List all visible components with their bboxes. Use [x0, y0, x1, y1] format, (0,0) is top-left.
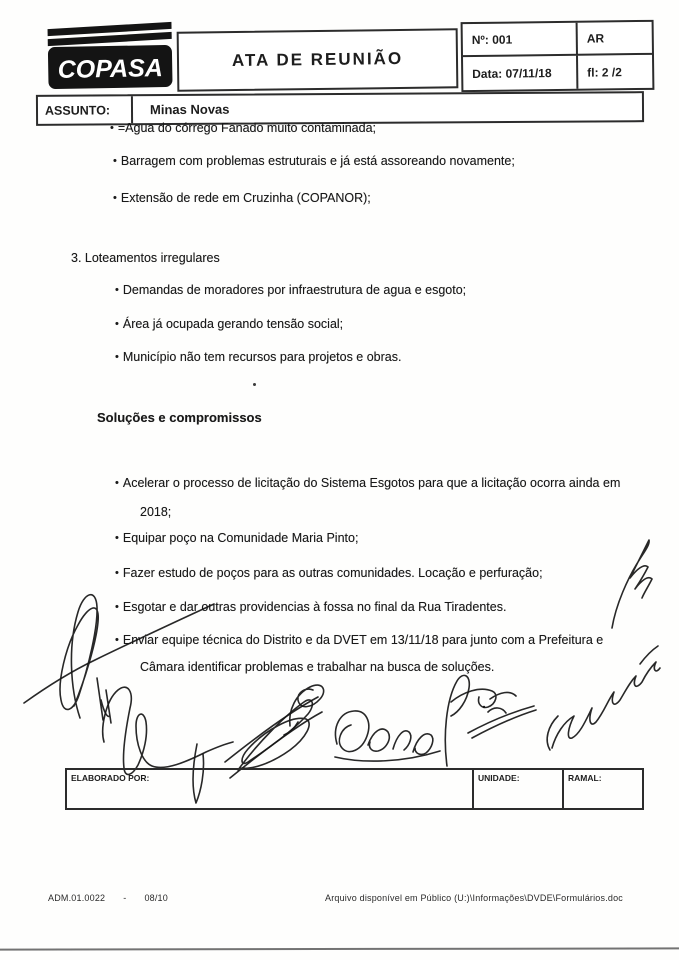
signature-scribble-1: [24, 604, 214, 703]
ramal-cell: RAMAL:: [568, 773, 602, 783]
list-item-text: Extensão de rede em Cruzinha (COPANOR);: [120, 191, 371, 205]
signature-scribble-5: [393, 731, 411, 750]
list-item: [115, 566, 543, 580]
signature-scribble-3: [225, 697, 318, 762]
list-item: [115, 600, 506, 614]
list-item-text: Acelerar o processo de licitação do Sistema Esgotos para que a licitação ocorra ainda em: [122, 476, 621, 490]
signature-scribble-7: [468, 706, 536, 738]
elaborado-por-cell: ELABORADO POR:: [67, 770, 474, 808]
signature-scribble-8: [640, 646, 658, 664]
bullet-icon: •: [113, 192, 117, 204]
document-title-box: [177, 28, 459, 91]
signature-scribble-5: [368, 729, 389, 751]
date-cell: Data: 07/11/18: [463, 56, 578, 90]
list-item-text: Esgotar e dar outras providencias à fossa no final da Rua Tiradentes.: [122, 600, 507, 614]
bullet-icon: •: [115, 634, 119, 646]
signature-scribble-4: [284, 685, 324, 735]
page-title: ATA DE REUNIÃO: [231, 48, 404, 71]
signature-scribble-8: [552, 662, 660, 748]
bullet-icon: •: [115, 477, 119, 489]
list-item-continuation: Câmara identificar problemas e trabalhar na busca de soluções.: [140, 660, 495, 674]
list-item: [115, 633, 603, 647]
signature-scribble-9: [612, 540, 652, 628]
form-code-note: [48, 893, 168, 903]
ar-cell: AR: [578, 22, 652, 56]
signature-scribble-5: [413, 734, 433, 754]
list-item-text: Enviar equipe técnica do Distrito e da DVET em 13/11/18 para junto com a Prefeitura e: [122, 633, 604, 647]
section-heading: 3. Loteamentos irregulares: [71, 251, 220, 265]
list-item-text: Fazer estudo de poços para as outras comunidades. Locação e perfuração;: [122, 566, 543, 580]
signature-scribble-5: [336, 711, 369, 752]
list-item-text: Município não tem recursos para projetos e obras.: [122, 350, 402, 364]
list-item: [110, 121, 376, 135]
subject-label: ASSUNTO:: [38, 96, 133, 124]
file-path-note: Arquivo disponível em Público (U:)\Informações\DVDE\Formulários.doc: [325, 893, 624, 903]
bullet-icon: •: [115, 567, 119, 579]
bullet-icon: •: [113, 155, 117, 167]
signature-scribble-3: [238, 700, 312, 770]
list-item: [113, 154, 515, 168]
signature-scribble-8: [547, 716, 558, 750]
form-revision: 08/10: [144, 893, 168, 903]
section-heading: Soluções e compromissos: [97, 410, 262, 425]
form-code: ADM.01.0022: [48, 893, 106, 903]
list-item-text: Barragem com problemas estruturais e já está assoreando novamente;: [120, 154, 515, 168]
list-item-text: Equipar poço na Comunidade Maria Pinto;: [122, 531, 359, 545]
signature-scribble-7: [483, 706, 485, 708]
copasa-logo: [43, 17, 176, 93]
subject-value: Minas Novas: [149, 101, 230, 118]
list-item-text: Área já ocupada gerando tensão social;: [122, 317, 344, 331]
list-item: [115, 283, 466, 297]
list-item-continuation: 2018;: [140, 505, 172, 519]
signature-scribble-1: [60, 595, 98, 718]
signature-scribble-6: [451, 689, 516, 707]
bullet-icon: •: [115, 284, 119, 296]
bullet-icon: •: [115, 318, 119, 330]
copasa-logo-text: COPASA: [57, 54, 164, 84]
bullet-icon: •: [115, 351, 119, 363]
bullet-icon: •: [110, 122, 114, 134]
sheet-number-cell: fl: 2 /2: [587, 64, 622, 80]
bullet-icon: •: [115, 532, 119, 544]
list-item: [115, 317, 343, 331]
scan-bottom-edge: [0, 947, 679, 950]
signature-scribble-2: [103, 687, 233, 774]
list-item: [115, 476, 620, 490]
list-item: [115, 350, 401, 364]
signature-scribble-1: [97, 678, 111, 723]
doc-number-cell: Nº: 001: [463, 23, 578, 57]
list-item-text: Demandas de moradores por infraestrutura de agua e esgoto;: [122, 283, 467, 297]
signature-scribble-6: [445, 675, 469, 766]
list-item-text: =Agua do córrego Fanado muito contaminada;: [117, 121, 377, 135]
scan-noise-dot: [253, 383, 256, 386]
list-item: [113, 191, 371, 205]
copasa-logo-graphic: [43, 17, 176, 93]
bullet-icon: •: [115, 601, 119, 613]
footer-table: [65, 768, 644, 810]
unidade-cell: UNIDADE:: [474, 770, 564, 808]
signature-scribble-5: [335, 751, 440, 761]
form-code-separator: -: [123, 893, 127, 903]
list-item: [115, 531, 358, 545]
header-info-table: [461, 20, 655, 92]
